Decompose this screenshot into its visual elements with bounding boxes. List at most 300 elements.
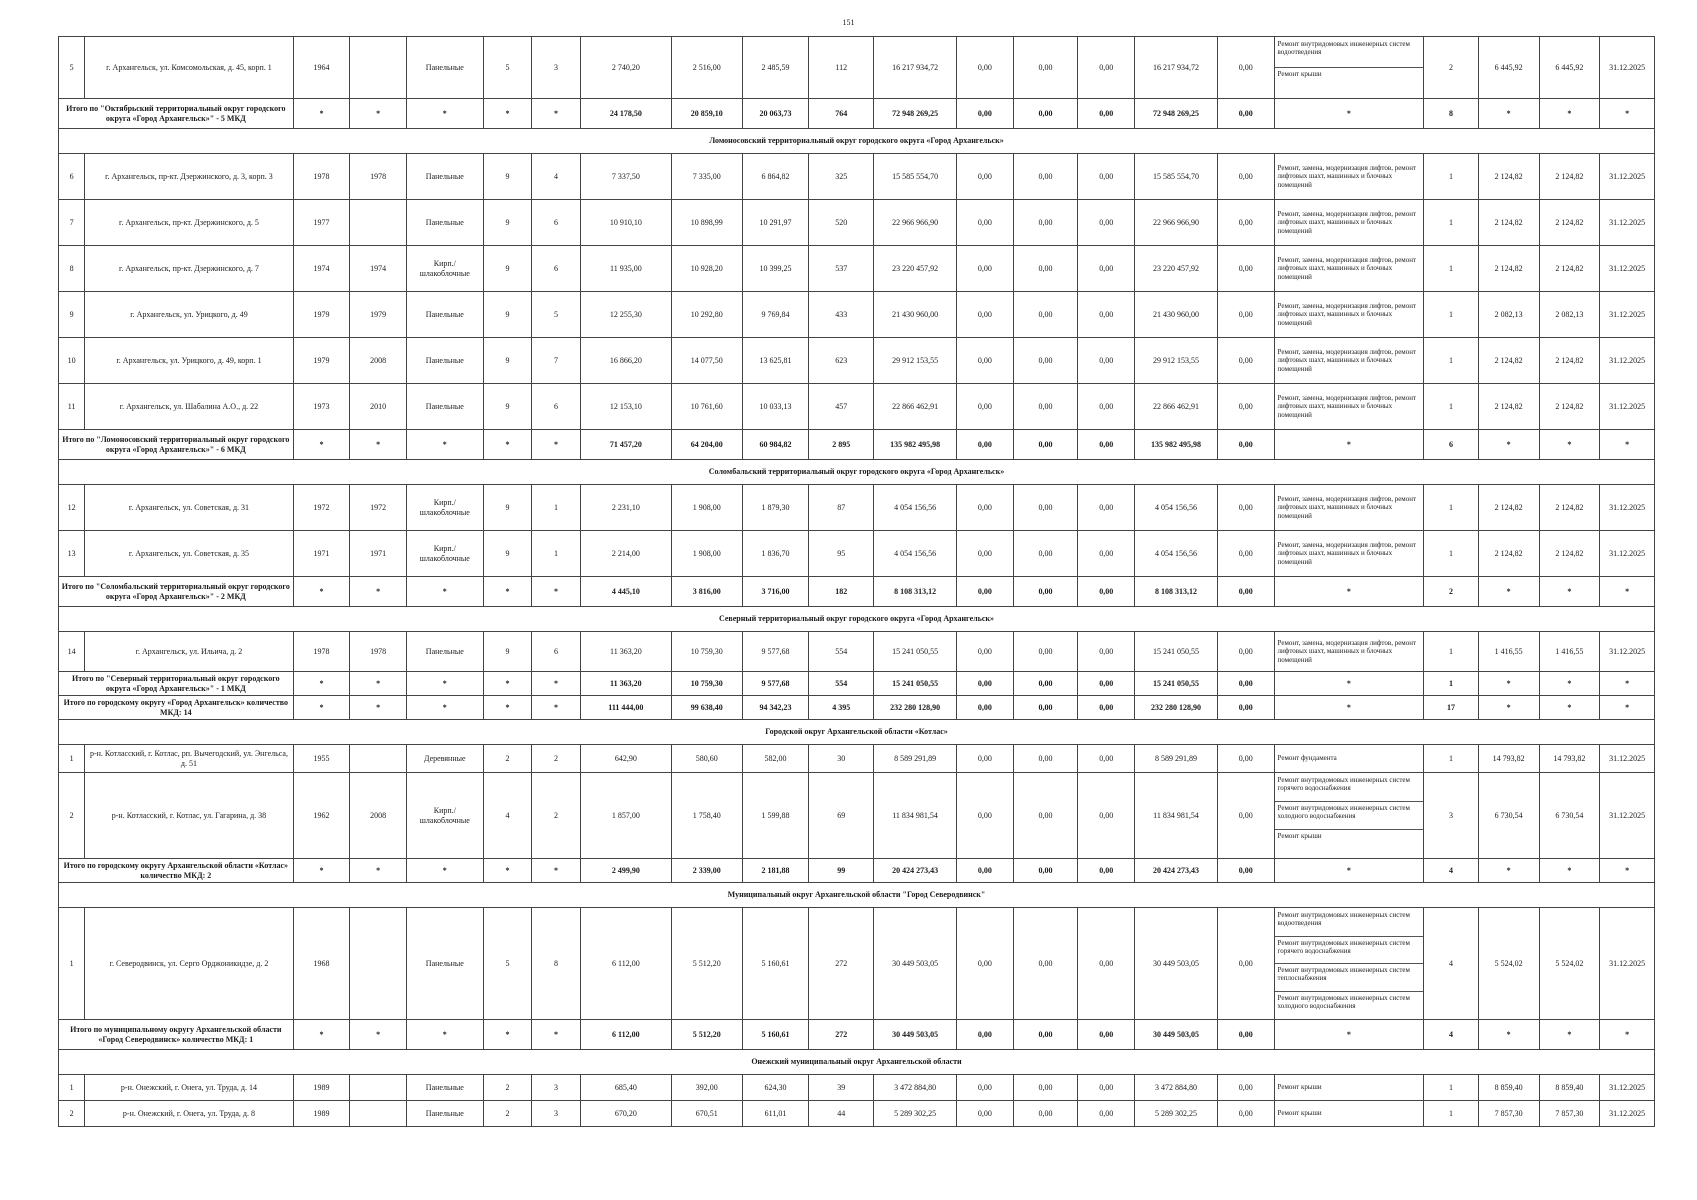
capital-repair-table bbox=[58, 36, 1655, 1127]
cell-cost: 23 220 457,92 bbox=[874, 246, 957, 292]
cell-a3: 10 291,97 bbox=[742, 200, 809, 246]
cell-en: 6 bbox=[532, 632, 581, 672]
total-placeholder: * bbox=[532, 696, 581, 720]
cell-y2: 2010 bbox=[350, 384, 407, 430]
cell-y2: 2008 bbox=[350, 338, 407, 384]
cell-date: 31.12.2025 bbox=[1600, 384, 1655, 430]
row-number: 2 bbox=[59, 773, 85, 859]
cell-res: 623 bbox=[809, 338, 874, 384]
total-f3: 0,00 bbox=[1078, 577, 1135, 607]
cell-date: 31.12.2025 bbox=[1600, 485, 1655, 531]
works-cell bbox=[1274, 1075, 1424, 1101]
total-placeholder: * bbox=[406, 577, 483, 607]
row-number: 6 bbox=[59, 154, 85, 200]
total-w: * bbox=[1274, 1020, 1424, 1050]
section-title: Муниципальный округ Архангельской области "Город Северодвинск" bbox=[59, 883, 1655, 908]
cell-en: 2 bbox=[532, 745, 581, 773]
cell-a3: 611,01 bbox=[742, 1101, 809, 1127]
work-type: Ремонт, замена, модернизация лифтов, ремонт лифтовых шахт, машинных и блочных помещений bbox=[1277, 302, 1417, 327]
works-cell bbox=[1274, 773, 1424, 859]
cell-cnt: 1 bbox=[1424, 745, 1479, 773]
total-cost: 15 241 050,55 bbox=[874, 672, 957, 696]
cell-u1: 2 124,82 bbox=[1478, 154, 1539, 200]
cell-fl: 4 bbox=[483, 773, 532, 859]
cell-f1: 0,00 bbox=[957, 384, 1014, 430]
total-res: 2 895 bbox=[809, 430, 874, 460]
cell-u2: 2 124,82 bbox=[1539, 246, 1600, 292]
cell-fl: 9 bbox=[483, 292, 532, 338]
cell-a1: 6 112,00 bbox=[580, 908, 671, 1020]
works-cell bbox=[1274, 154, 1424, 200]
cell-f3: 0,00 bbox=[1078, 384, 1135, 430]
row-number: 8 bbox=[59, 246, 85, 292]
cell-en: 8 bbox=[532, 908, 581, 1020]
cell-cnt: 1 bbox=[1424, 531, 1479, 577]
cell-cost: 3 472 884,80 bbox=[874, 1075, 957, 1101]
table-row bbox=[59, 1101, 1655, 1127]
section-title: Соломбальский территориальный округ городского округа «Город Архангельск» bbox=[59, 460, 1655, 485]
cell-f1: 0,00 bbox=[957, 154, 1014, 200]
cell-f3: 0,00 bbox=[1078, 531, 1135, 577]
total-placeholder: * bbox=[293, 696, 350, 720]
cell-cnt: 1 bbox=[1424, 485, 1479, 531]
total-own: 232 280 128,90 bbox=[1135, 696, 1218, 720]
total-f4: 0,00 bbox=[1217, 99, 1274, 129]
cell-a1: 7 337,50 bbox=[580, 154, 671, 200]
cell-y2 bbox=[350, 1075, 407, 1101]
row-number: 9 bbox=[59, 292, 85, 338]
cell-fl: 5 bbox=[483, 908, 532, 1020]
total-w: * bbox=[1274, 696, 1424, 720]
cell-own: 15 241 050,55 bbox=[1135, 632, 1218, 672]
cell-f1: 0,00 bbox=[957, 292, 1014, 338]
cell-own: 29 912 153,55 bbox=[1135, 338, 1218, 384]
cell-u2: 2 124,82 bbox=[1539, 485, 1600, 531]
cell-a3: 1 879,30 bbox=[742, 485, 809, 531]
total-u2: * bbox=[1539, 696, 1600, 720]
total-res: 99 bbox=[809, 859, 874, 883]
row-number: 7 bbox=[59, 200, 85, 246]
cell-cost: 30 449 503,05 bbox=[874, 908, 957, 1020]
work-type: Ремонт, замена, модернизация лифтов, ремонт лифтовых шахт, машинных и блочных помещений bbox=[1277, 639, 1417, 664]
cell-cost: 4 054 156,56 bbox=[874, 531, 957, 577]
total-date: * bbox=[1600, 696, 1655, 720]
total-cnt: 4 bbox=[1424, 1020, 1479, 1050]
cell-f3: 0,00 bbox=[1078, 338, 1135, 384]
cell-en: 3 bbox=[532, 37, 581, 99]
page-number: 151 bbox=[842, 18, 855, 27]
total-u1: * bbox=[1478, 696, 1539, 720]
total-placeholder: * bbox=[483, 859, 532, 883]
cell-f2: 0,00 bbox=[1013, 154, 1078, 200]
cell-fl: 9 bbox=[483, 246, 532, 292]
cell-y2: 1972 bbox=[350, 485, 407, 531]
cell-f3: 0,00 bbox=[1078, 292, 1135, 338]
cell-cnt: 1 bbox=[1424, 200, 1479, 246]
cell-y1: 1972 bbox=[293, 485, 350, 531]
cell-a2: 14 077,50 bbox=[671, 338, 742, 384]
works-cell bbox=[1274, 384, 1424, 430]
cell-cost: 22 966 966,90 bbox=[874, 200, 957, 246]
cell-f4: 0,00 bbox=[1217, 384, 1274, 430]
work-type: Ремонт фундамента bbox=[1277, 754, 1337, 763]
total-row bbox=[59, 430, 1655, 460]
cell-u2: 2 124,82 bbox=[1539, 200, 1600, 246]
cell-f1: 0,00 bbox=[957, 485, 1014, 531]
total-own: 8 108 313,12 bbox=[1135, 577, 1218, 607]
total-u2: * bbox=[1539, 577, 1600, 607]
cell-mat: Панельные bbox=[406, 908, 483, 1020]
address-cell: г. Архангельск, пр-кт. Дзержинского, д. 7 bbox=[85, 246, 293, 292]
work-type: Ремонт, замена, модернизация лифтов, ремонт лифтовых шахт, машинных и блочных помещений bbox=[1277, 495, 1417, 520]
table-row bbox=[59, 246, 1655, 292]
address-cell: р-н. Котласский, г. Котлас, ул. Гагарина, д. 38 bbox=[85, 773, 293, 859]
total-cnt: 17 bbox=[1424, 696, 1479, 720]
total-placeholder: * bbox=[350, 430, 407, 460]
total-placeholder: * bbox=[350, 696, 407, 720]
total-u2: * bbox=[1539, 859, 1600, 883]
cell-date: 31.12.2025 bbox=[1600, 246, 1655, 292]
cell-a1: 2 231,10 bbox=[580, 485, 671, 531]
cell-fl: 9 bbox=[483, 200, 532, 246]
cell-u2: 14 793,82 bbox=[1539, 745, 1600, 773]
cell-f2: 0,00 bbox=[1013, 908, 1078, 1020]
cell-f3: 0,00 bbox=[1078, 154, 1135, 200]
cell-cost: 5 289 302,25 bbox=[874, 1101, 957, 1127]
cell-u1: 2 124,82 bbox=[1478, 200, 1539, 246]
address-cell: г. Архангельск, ул. Шабалина А.О., д. 22 bbox=[85, 384, 293, 430]
total-f2: 0,00 bbox=[1013, 672, 1078, 696]
cell-mat: Панельные bbox=[406, 1101, 483, 1127]
table-row bbox=[59, 384, 1655, 430]
cell-y1: 1979 bbox=[293, 338, 350, 384]
total-placeholder: * bbox=[350, 1020, 407, 1050]
cell-own: 8 589 291,89 bbox=[1135, 745, 1218, 773]
total-cnt: 1 bbox=[1424, 672, 1479, 696]
cell-cnt: 1 bbox=[1424, 632, 1479, 672]
address-cell: р-н. Котласский, г. Котлас, рп. Вычегодский, ул. Энгельса, д. 51 bbox=[85, 745, 293, 773]
total-cnt: 4 bbox=[1424, 859, 1479, 883]
cell-y2: 2008 bbox=[350, 773, 407, 859]
cell-en: 5 bbox=[532, 292, 581, 338]
cell-f4: 0,00 bbox=[1217, 154, 1274, 200]
total-placeholder: * bbox=[532, 577, 581, 607]
cell-cnt: 3 bbox=[1424, 773, 1479, 859]
cell-a1: 11 935,00 bbox=[580, 246, 671, 292]
total-a3: 3 716,00 bbox=[742, 577, 809, 607]
cell-res: 554 bbox=[809, 632, 874, 672]
total-a1: 6 112,00 bbox=[580, 1020, 671, 1050]
cell-u1: 8 859,40 bbox=[1478, 1075, 1539, 1101]
cell-u1: 5 524,02 bbox=[1478, 908, 1539, 1020]
cell-y1: 1971 bbox=[293, 531, 350, 577]
total-own: 72 948 269,25 bbox=[1135, 99, 1218, 129]
total-f3: 0,00 bbox=[1078, 859, 1135, 883]
row-number: 11 bbox=[59, 384, 85, 430]
cell-u1: 2 124,82 bbox=[1478, 384, 1539, 430]
total-date: * bbox=[1600, 430, 1655, 460]
work-type: Ремонт, замена, модернизация лифтов, ремонт лифтовых шахт, машинных и блочных помещений bbox=[1277, 394, 1417, 419]
cell-a1: 16 866,20 bbox=[580, 338, 671, 384]
works-cell bbox=[1274, 246, 1424, 292]
cell-date: 31.12.2025 bbox=[1600, 1075, 1655, 1101]
cell-u1: 2 124,82 bbox=[1478, 338, 1539, 384]
section-title: Городской округ Архангельской области «Котлас» bbox=[59, 720, 1655, 745]
cell-mat: Панельные bbox=[406, 384, 483, 430]
work-type: Ремонт крыши bbox=[1277, 1083, 1322, 1092]
total-res: 554 bbox=[809, 672, 874, 696]
cell-u2: 1 416,55 bbox=[1539, 632, 1600, 672]
total-a2: 10 759,30 bbox=[671, 672, 742, 696]
total-row bbox=[59, 859, 1655, 883]
row-number: 13 bbox=[59, 531, 85, 577]
cell-a1: 2 740,20 bbox=[580, 37, 671, 99]
total-date: * bbox=[1600, 577, 1655, 607]
table-row bbox=[59, 773, 1655, 859]
total-placeholder: * bbox=[532, 99, 581, 129]
total-f1: 0,00 bbox=[957, 1020, 1014, 1050]
cell-res: 537 bbox=[809, 246, 874, 292]
total-placeholder: * bbox=[483, 672, 532, 696]
cell-cost: 11 834 981,54 bbox=[874, 773, 957, 859]
total-cost: 8 108 313,12 bbox=[874, 577, 957, 607]
total-f3: 0,00 bbox=[1078, 672, 1135, 696]
work-type: Ремонт внутридомовых инженерных систем горячего водоснабжения bbox=[1275, 774, 1424, 802]
cell-a3: 9 769,84 bbox=[742, 292, 809, 338]
cell-a3: 10 399,25 bbox=[742, 246, 809, 292]
cell-fl: 9 bbox=[483, 632, 532, 672]
total-date: * bbox=[1600, 1020, 1655, 1050]
cell-u1: 2 082,13 bbox=[1478, 292, 1539, 338]
cell-y1: 1989 bbox=[293, 1101, 350, 1127]
cell-f1: 0,00 bbox=[957, 246, 1014, 292]
cell-a2: 670,51 bbox=[671, 1101, 742, 1127]
cell-f2: 0,00 bbox=[1013, 37, 1078, 99]
total-placeholder: * bbox=[532, 859, 581, 883]
cell-y1: 1962 bbox=[293, 773, 350, 859]
cell-cnt: 2 bbox=[1424, 37, 1479, 99]
cell-a2: 1 908,00 bbox=[671, 531, 742, 577]
cell-own: 11 834 981,54 bbox=[1135, 773, 1218, 859]
works-cell bbox=[1274, 338, 1424, 384]
cell-f2: 0,00 bbox=[1013, 745, 1078, 773]
cell-u1: 14 793,82 bbox=[1478, 745, 1539, 773]
total-label: Итого по "Северный территориальный округ городского округа «Город Архангельск»" - 1 МКД bbox=[59, 672, 294, 696]
cell-cnt: 1 bbox=[1424, 1075, 1479, 1101]
cell-f4: 0,00 bbox=[1217, 200, 1274, 246]
row-number: 10 bbox=[59, 338, 85, 384]
total-placeholder: * bbox=[406, 99, 483, 129]
cell-y1: 1979 bbox=[293, 292, 350, 338]
section-title: Северный территориальный округ городского округа «Город Архангельск» bbox=[59, 607, 1655, 632]
cell-u1: 7 857,30 bbox=[1478, 1101, 1539, 1127]
total-cost: 30 449 503,05 bbox=[874, 1020, 957, 1050]
section-header-row bbox=[59, 1050, 1655, 1075]
cell-f4: 0,00 bbox=[1217, 1075, 1274, 1101]
cell-f3: 0,00 bbox=[1078, 200, 1135, 246]
work-type: Ремонт крыши bbox=[1277, 70, 1322, 78]
total-row bbox=[59, 696, 1655, 720]
cell-a3: 624,30 bbox=[742, 1075, 809, 1101]
address-cell: г. Архангельск, ул. Советская, д. 31 bbox=[85, 485, 293, 531]
cell-y2: 1978 bbox=[350, 154, 407, 200]
total-u1: * bbox=[1478, 672, 1539, 696]
total-cnt: 2 bbox=[1424, 577, 1479, 607]
works-cell bbox=[1274, 531, 1424, 577]
work-type: Ремонт крыши bbox=[1277, 1109, 1322, 1118]
cell-f1: 0,00 bbox=[957, 908, 1014, 1020]
total-f1: 0,00 bbox=[957, 672, 1014, 696]
total-f3: 0,00 bbox=[1078, 696, 1135, 720]
work-type: Ремонт внутридомовых инженерных систем водоотведения bbox=[1275, 909, 1424, 937]
cell-fl: 9 bbox=[483, 154, 532, 200]
address-cell: р-н. Онежский, г. Онега, ул. Труда, д. 8 bbox=[85, 1101, 293, 1127]
row-number: 1 bbox=[59, 908, 85, 1020]
cell-a2: 7 335,00 bbox=[671, 154, 742, 200]
total-u1: * bbox=[1478, 577, 1539, 607]
cell-y2 bbox=[350, 745, 407, 773]
cell-a2: 5 512,20 bbox=[671, 908, 742, 1020]
work-type: Ремонт крыши bbox=[1277, 832, 1322, 840]
address-cell: р-н. Онежский, г. Онега, ул. Труда, д. 14 bbox=[85, 1075, 293, 1101]
cell-f1: 0,00 bbox=[957, 531, 1014, 577]
cell-own: 22 866 462,91 bbox=[1135, 384, 1218, 430]
section-header-row bbox=[59, 720, 1655, 745]
total-placeholder: * bbox=[293, 577, 350, 607]
cell-mat: Кирп./шлакоблочные bbox=[406, 246, 483, 292]
cell-en: 1 bbox=[532, 485, 581, 531]
total-placeholder: * bbox=[293, 859, 350, 883]
cell-f3: 0,00 bbox=[1078, 908, 1135, 1020]
works-cell bbox=[1274, 37, 1424, 99]
total-u2: * bbox=[1539, 1020, 1600, 1050]
cell-f3: 0,00 bbox=[1078, 1075, 1135, 1101]
total-placeholder: * bbox=[293, 1020, 350, 1050]
work-type: Ремонт внутридомовых инженерных систем горячего водоснабжения bbox=[1275, 937, 1424, 965]
total-w: * bbox=[1274, 577, 1424, 607]
cell-f4: 0,00 bbox=[1217, 531, 1274, 577]
cell-mat: Панельные bbox=[406, 37, 483, 99]
cell-date: 31.12.2025 bbox=[1600, 200, 1655, 246]
total-f2: 0,00 bbox=[1013, 99, 1078, 129]
cell-u1: 2 124,82 bbox=[1478, 531, 1539, 577]
cell-f3: 0,00 bbox=[1078, 1101, 1135, 1127]
total-a2: 99 638,40 bbox=[671, 696, 742, 720]
total-f2: 0,00 bbox=[1013, 430, 1078, 460]
total-row bbox=[59, 99, 1655, 129]
cell-cnt: 1 bbox=[1424, 292, 1479, 338]
table-row bbox=[59, 531, 1655, 577]
cell-date: 31.12.2025 bbox=[1600, 632, 1655, 672]
cell-res: 272 bbox=[809, 908, 874, 1020]
work-type: Ремонт, замена, модернизация лифтов, ремонт лифтовых шахт, машинных и блочных помещений bbox=[1277, 348, 1417, 373]
total-f1: 0,00 bbox=[957, 577, 1014, 607]
cell-a3: 5 160,61 bbox=[742, 908, 809, 1020]
cell-mat: Кирп./шлакоблочные bbox=[406, 485, 483, 531]
cell-cnt: 1 bbox=[1424, 1101, 1479, 1127]
work-type: Ремонт, замена, модернизация лифтов, ремонт лифтовых шахт, машинных и блочных помещений bbox=[1277, 541, 1417, 566]
cell-fl: 9 bbox=[483, 485, 532, 531]
total-a1: 2 499,90 bbox=[580, 859, 671, 883]
total-u2: * bbox=[1539, 99, 1600, 129]
cell-y1: 1977 bbox=[293, 200, 350, 246]
cell-a1: 12 153,10 bbox=[580, 384, 671, 430]
cell-mat: Кирп./шлакоблочные bbox=[406, 773, 483, 859]
cell-y1: 1973 bbox=[293, 384, 350, 430]
cell-f2: 0,00 bbox=[1013, 1075, 1078, 1101]
total-w: * bbox=[1274, 430, 1424, 460]
total-placeholder: * bbox=[406, 859, 483, 883]
cell-fl: 2 bbox=[483, 745, 532, 773]
address-cell: г. Архангельск, ул. Ильича, д. 2 bbox=[85, 632, 293, 672]
cell-date: 31.12.2025 bbox=[1600, 1101, 1655, 1127]
cell-cnt: 1 bbox=[1424, 384, 1479, 430]
total-f1: 0,00 bbox=[957, 99, 1014, 129]
cell-res: 87 bbox=[809, 485, 874, 531]
cell-date: 31.12.2025 bbox=[1600, 292, 1655, 338]
address-cell: г. Архангельск, ул. Комсомольская, д. 45, корп. 1 bbox=[85, 37, 293, 99]
row-number: 5 bbox=[59, 37, 85, 99]
row-number: 1 bbox=[59, 1075, 85, 1101]
works-cell bbox=[1274, 200, 1424, 246]
total-placeholder: * bbox=[532, 430, 581, 460]
total-placeholder: * bbox=[532, 1020, 581, 1050]
total-f4: 0,00 bbox=[1217, 859, 1274, 883]
section-header-row bbox=[59, 460, 1655, 485]
total-a1: 24 178,50 bbox=[580, 99, 671, 129]
table-row bbox=[59, 908, 1655, 1020]
total-a2: 2 339,00 bbox=[671, 859, 742, 883]
cell-f1: 0,00 bbox=[957, 37, 1014, 99]
cell-f2: 0,00 bbox=[1013, 531, 1078, 577]
cell-f4: 0,00 bbox=[1217, 632, 1274, 672]
total-a3: 5 160,61 bbox=[742, 1020, 809, 1050]
cell-mat: Панельные bbox=[406, 200, 483, 246]
address-cell: г. Северодвинск, ул. Серго Орджоникидзе, д. 2 bbox=[85, 908, 293, 1020]
cell-f4: 0,00 bbox=[1217, 246, 1274, 292]
total-f1: 0,00 bbox=[957, 430, 1014, 460]
cell-a1: 670,20 bbox=[580, 1101, 671, 1127]
total-placeholder: * bbox=[483, 430, 532, 460]
cell-f3: 0,00 bbox=[1078, 773, 1135, 859]
cell-en: 3 bbox=[532, 1075, 581, 1101]
cell-cost: 4 054 156,56 bbox=[874, 485, 957, 531]
section-header-row bbox=[59, 129, 1655, 154]
cell-y2: 1978 bbox=[350, 632, 407, 672]
total-res: 272 bbox=[809, 1020, 874, 1050]
table-row bbox=[59, 1075, 1655, 1101]
cell-f1: 0,00 bbox=[957, 1101, 1014, 1127]
cell-res: 433 bbox=[809, 292, 874, 338]
cell-a1: 2 214,00 bbox=[580, 531, 671, 577]
cell-a2: 10 928,20 bbox=[671, 246, 742, 292]
total-a1: 11 363,20 bbox=[580, 672, 671, 696]
work-type: Ремонт внутридомовых инженерных систем водоотведения bbox=[1275, 38, 1424, 68]
total-a2: 5 512,20 bbox=[671, 1020, 742, 1050]
total-placeholder: * bbox=[406, 430, 483, 460]
total-placeholder: * bbox=[483, 99, 532, 129]
cell-a3: 10 033,13 bbox=[742, 384, 809, 430]
total-a3: 94 342,23 bbox=[742, 696, 809, 720]
section-header-row bbox=[59, 607, 1655, 632]
cell-u1: 2 124,82 bbox=[1478, 485, 1539, 531]
total-f1: 0,00 bbox=[957, 859, 1014, 883]
total-cost: 232 280 128,90 bbox=[874, 696, 957, 720]
cell-y1: 1978 bbox=[293, 154, 350, 200]
cell-f3: 0,00 bbox=[1078, 632, 1135, 672]
total-a3: 60 984,82 bbox=[742, 430, 809, 460]
total-cnt: 8 bbox=[1424, 99, 1479, 129]
